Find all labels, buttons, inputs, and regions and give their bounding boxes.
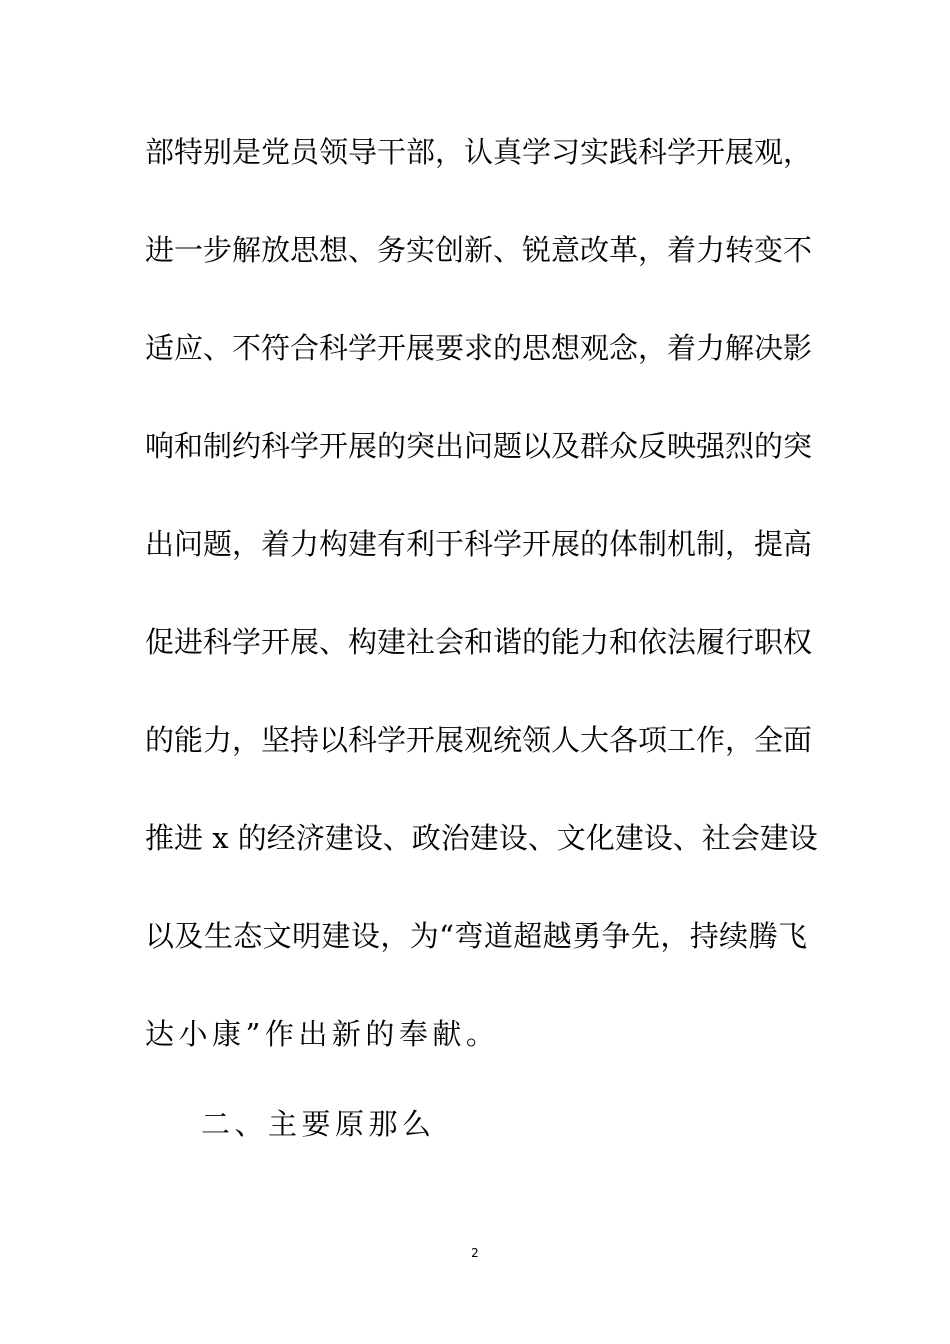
paragraph-line: 促进科学开展、构建社会和谐的能力和依法履行职权 bbox=[145, 625, 813, 659]
body-paragraph bbox=[145, 128, 818, 1108]
paragraph-line: 的能力，坚持以科学开展观统领人大各项工作，全面 bbox=[145, 723, 813, 757]
paragraph-line: 适应、不符合科学开展要求的思想观念，着力解决影 bbox=[145, 331, 813, 365]
paragraph-line: 部特别是党员领导干部，认真学习实践科学开展观， bbox=[145, 135, 813, 169]
paragraph-line: 进一步解放思想、务实创新、锐意改革，着力转变不 bbox=[145, 233, 813, 267]
paragraph-line: 出问题，着力构建有利于科学开展的体制机制，提高 bbox=[145, 527, 813, 561]
paragraph-line-last: 达小康”作出新的奉献。 bbox=[145, 1017, 500, 1051]
paragraph-line: 推进 x 的经济建设、政治建设、文化建设、社会建设 bbox=[145, 821, 818, 855]
section-heading: 二、主要原那么 bbox=[201, 1107, 436, 1141]
page-number: 2 bbox=[471, 1246, 479, 1260]
paragraph-line: 以及生态文明建设，为“弯道超越勇争先，持续腾飞 bbox=[145, 919, 807, 953]
paragraph-line: 响和制约科学开展的突出问题以及群众反映强烈的突 bbox=[145, 429, 813, 463]
